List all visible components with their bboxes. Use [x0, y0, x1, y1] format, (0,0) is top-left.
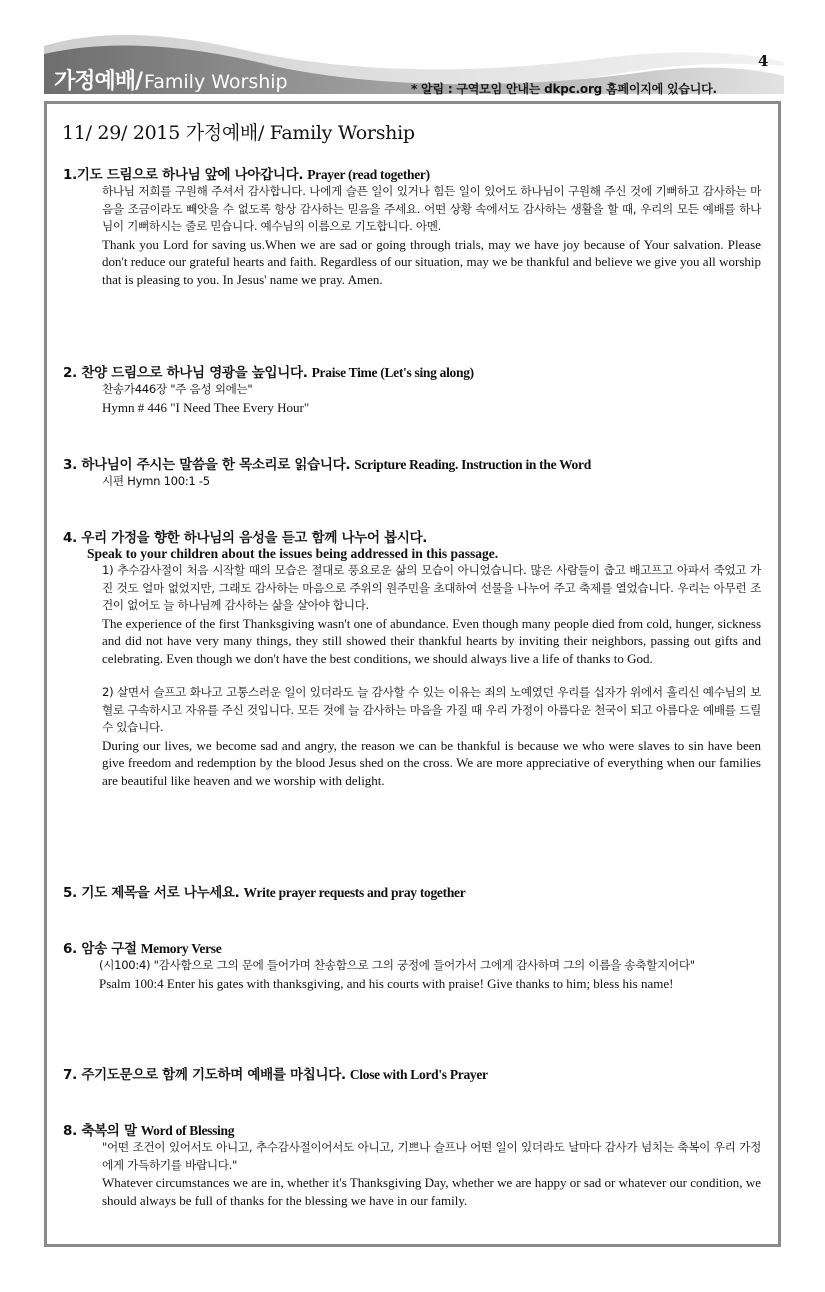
section-prayer-requests — [63, 881, 761, 901]
section-prayer — [63, 163, 761, 288]
section-title-banner — [54, 64, 288, 95]
section-body — [102, 1139, 761, 1209]
heading-english: Memory Verse — [140, 941, 222, 956]
page-header — [0, 0, 825, 100]
blessing-english: Whatever circumstances we are in, whether it's Thanksgiving Day, whether we are happy or sad or whatever our condition, we should always be full of thanks for the blessing we have in our family. — [102, 1175, 761, 1208]
verse-english: Psalm 100:4 Enter his gates with thanksgiving, and his courts with praise! Give thanks to him; bless his name! — [99, 975, 674, 991]
hymn-english: Hymn # 446 "I Need Thee Every Hour" — [102, 399, 310, 415]
heading-korean: 6. 암송 구절 — [63, 941, 137, 957]
section-heading — [63, 937, 761, 957]
section-heading — [63, 1063, 761, 1083]
page-title: 11/ 29/ 2015 가정예배/ Family Worship — [62, 122, 415, 144]
section-discussion — [63, 526, 761, 789]
english-paragraph: Thank you Lord for saving us.When we are sad or going through trials, may we have joy because of Your salvation. Please don't reduce our grateful hearts and faith. Regardless of our situation, may we be thankful and believe we give you all worship that is pleasing to you. In Jesus' name we pray. Amen. — [102, 236, 761, 287]
heading-english: Prayer (read together) — [307, 167, 430, 182]
heading-english: Scripture Reading. Instruction in the Word — [354, 457, 591, 472]
heading-korean: 3. 하나님이 주시는 말씀을 한 목소리로 읽습니다. — [63, 457, 351, 473]
notice-text: * 알림 : 구역모임 안내는 dkpc.org 홈페이지에 있습니다. — [411, 82, 717, 96]
point2-korean: 2) 살면서 슬프고 화나고 고통스러운 일이 있더라도 늘 감사할 수 있는 이유는 죄의 노예였던 우리를 십자가 위에서 흘리신 예수님의 보혈로 구속하시고 자유를 주신 것입니다. 모든 것에 늘 감사하는 마음을 가질 때 우리 가정이 아름다운 천국이 되고 아름다운 예배를 드릴 수 있습니다. — [102, 685, 761, 734]
verse-korean: (시100:4) "감사함으로 그의 문에 들어가며 찬송함으로 그의 궁정에 들어가서 그에게 감사하며 그의 이름을 송축할지어다" — [99, 958, 695, 972]
subheading-english: Speak to your children about the issues being addressed in this passage. — [87, 546, 499, 561]
section-body — [102, 183, 761, 288]
heading-korean: 8. 축복의 말 — [63, 1123, 137, 1139]
section-memory-verse — [63, 937, 761, 992]
heading-english: Word of Blessing — [140, 1123, 235, 1138]
heading-korean: 5. 기도 제목을 서로 나누세요. — [63, 885, 240, 901]
heading-korean: 4. 우리 가정을 향한 하나님의 음성을 듣고 함께 나누어 봅시다. — [63, 530, 428, 546]
heading-english: Close with Lord's Prayer — [349, 1067, 488, 1082]
blessing-korean: "어떤 조건이 있어서도 아니고, 추수감사절이어서도 아니고, 기쁘나 슬프나 어떤 일이 있더라도 날마다 감사가 넘치는 축복이 우리 가정에게 가득하기를 바랍니다." — [102, 1140, 761, 1172]
section-body — [99, 957, 761, 992]
hymn-korean: 찬송가446장 "주 음성 외에는" — [102, 382, 253, 396]
section-heading — [63, 163, 761, 183]
point1-korean: 1) 추수감사절이 처음 시작할 때의 모습은 절대로 풍요로운 삶의 모습이 아니었습니다. 많은 사람들이 춥고 배고프고 아파서 죽었고 가진 것도 얼마 없었지만, 그래도 감사하는 마음으로 주위의 원주민을 초대하여 선물을 나누어 주고 축제를 열었습니다. 우리는 아무런 조건이 없어도 늘 하나님께 감사하는 삶을 살아야 합니다. — [102, 563, 761, 612]
point2-english: During our lives, we become sad and angry, the reason we can be thankful is because we who were slaves to sin have been give freedom and redemption by the blood Jesus shed on the cross. We are more appreciative of everything when our families are beautiful like heaven and we worship with delight. — [102, 737, 761, 788]
section-body — [102, 473, 761, 491]
section-body — [102, 381, 761, 416]
section-heading — [63, 881, 761, 901]
section-heading — [63, 453, 761, 473]
section-scripture — [63, 453, 761, 491]
banner-title-korean: 가정예배/ — [54, 69, 143, 94]
heading-english: Write prayer requests and pray together — [243, 885, 466, 900]
section-body — [102, 562, 761, 789]
section-heading — [63, 526, 761, 546]
section-praise — [63, 361, 761, 416]
heading-korean: 2. 찬양 드림으로 하나님 영광을 높입니다. — [63, 365, 308, 381]
banner-title-english: Family Worship — [144, 71, 288, 93]
heading-korean: 7. 주기도문으로 함께 기도하며 예배를 마칩니다. — [63, 1067, 346, 1083]
scripture-reference: 시편 Hymn 100:1 -5 — [102, 474, 210, 488]
section-blessing — [63, 1119, 761, 1209]
section-closing — [63, 1063, 761, 1083]
section-heading — [63, 361, 761, 381]
heading-korean: 1.기도 드림으로 하나님 앞에 나아갑니다. — [63, 167, 304, 183]
point1-english: The experience of the first Thanksgiving wasn't one of abundance. Even though many people died from cold, hunger, sickness and did not have very many things, they still showed their thankful hearts by inviting their neighbors, passing out gifts and celebrating. Even though we don't have the best conditions, we should always live a life of thanks to God. — [102, 615, 761, 666]
heading-english: Praise Time (Let's sing along) — [311, 365, 474, 380]
section-heading — [63, 1119, 761, 1139]
korean-paragraph: 하나님 저희를 구원해 주셔서 감사합니다. 나에게 슬픈 일이 있거나 힘든 일이 있어도 하나님이 구원해 주신 것에 기뻐하고 감사하는 마음을 조금이라도 빼앗을 수 없도록 항상 감사하는 믿음을 주세요. 어떤 상황 속에서도 감사하는 생활을 할 때, 우리의 모든 예배를 하나님이 기뻐하시는 줄로 믿습니다. 예수님의 이름으로 기도합니다. 아멘. — [102, 184, 761, 233]
page-number: 4 — [758, 52, 769, 70]
